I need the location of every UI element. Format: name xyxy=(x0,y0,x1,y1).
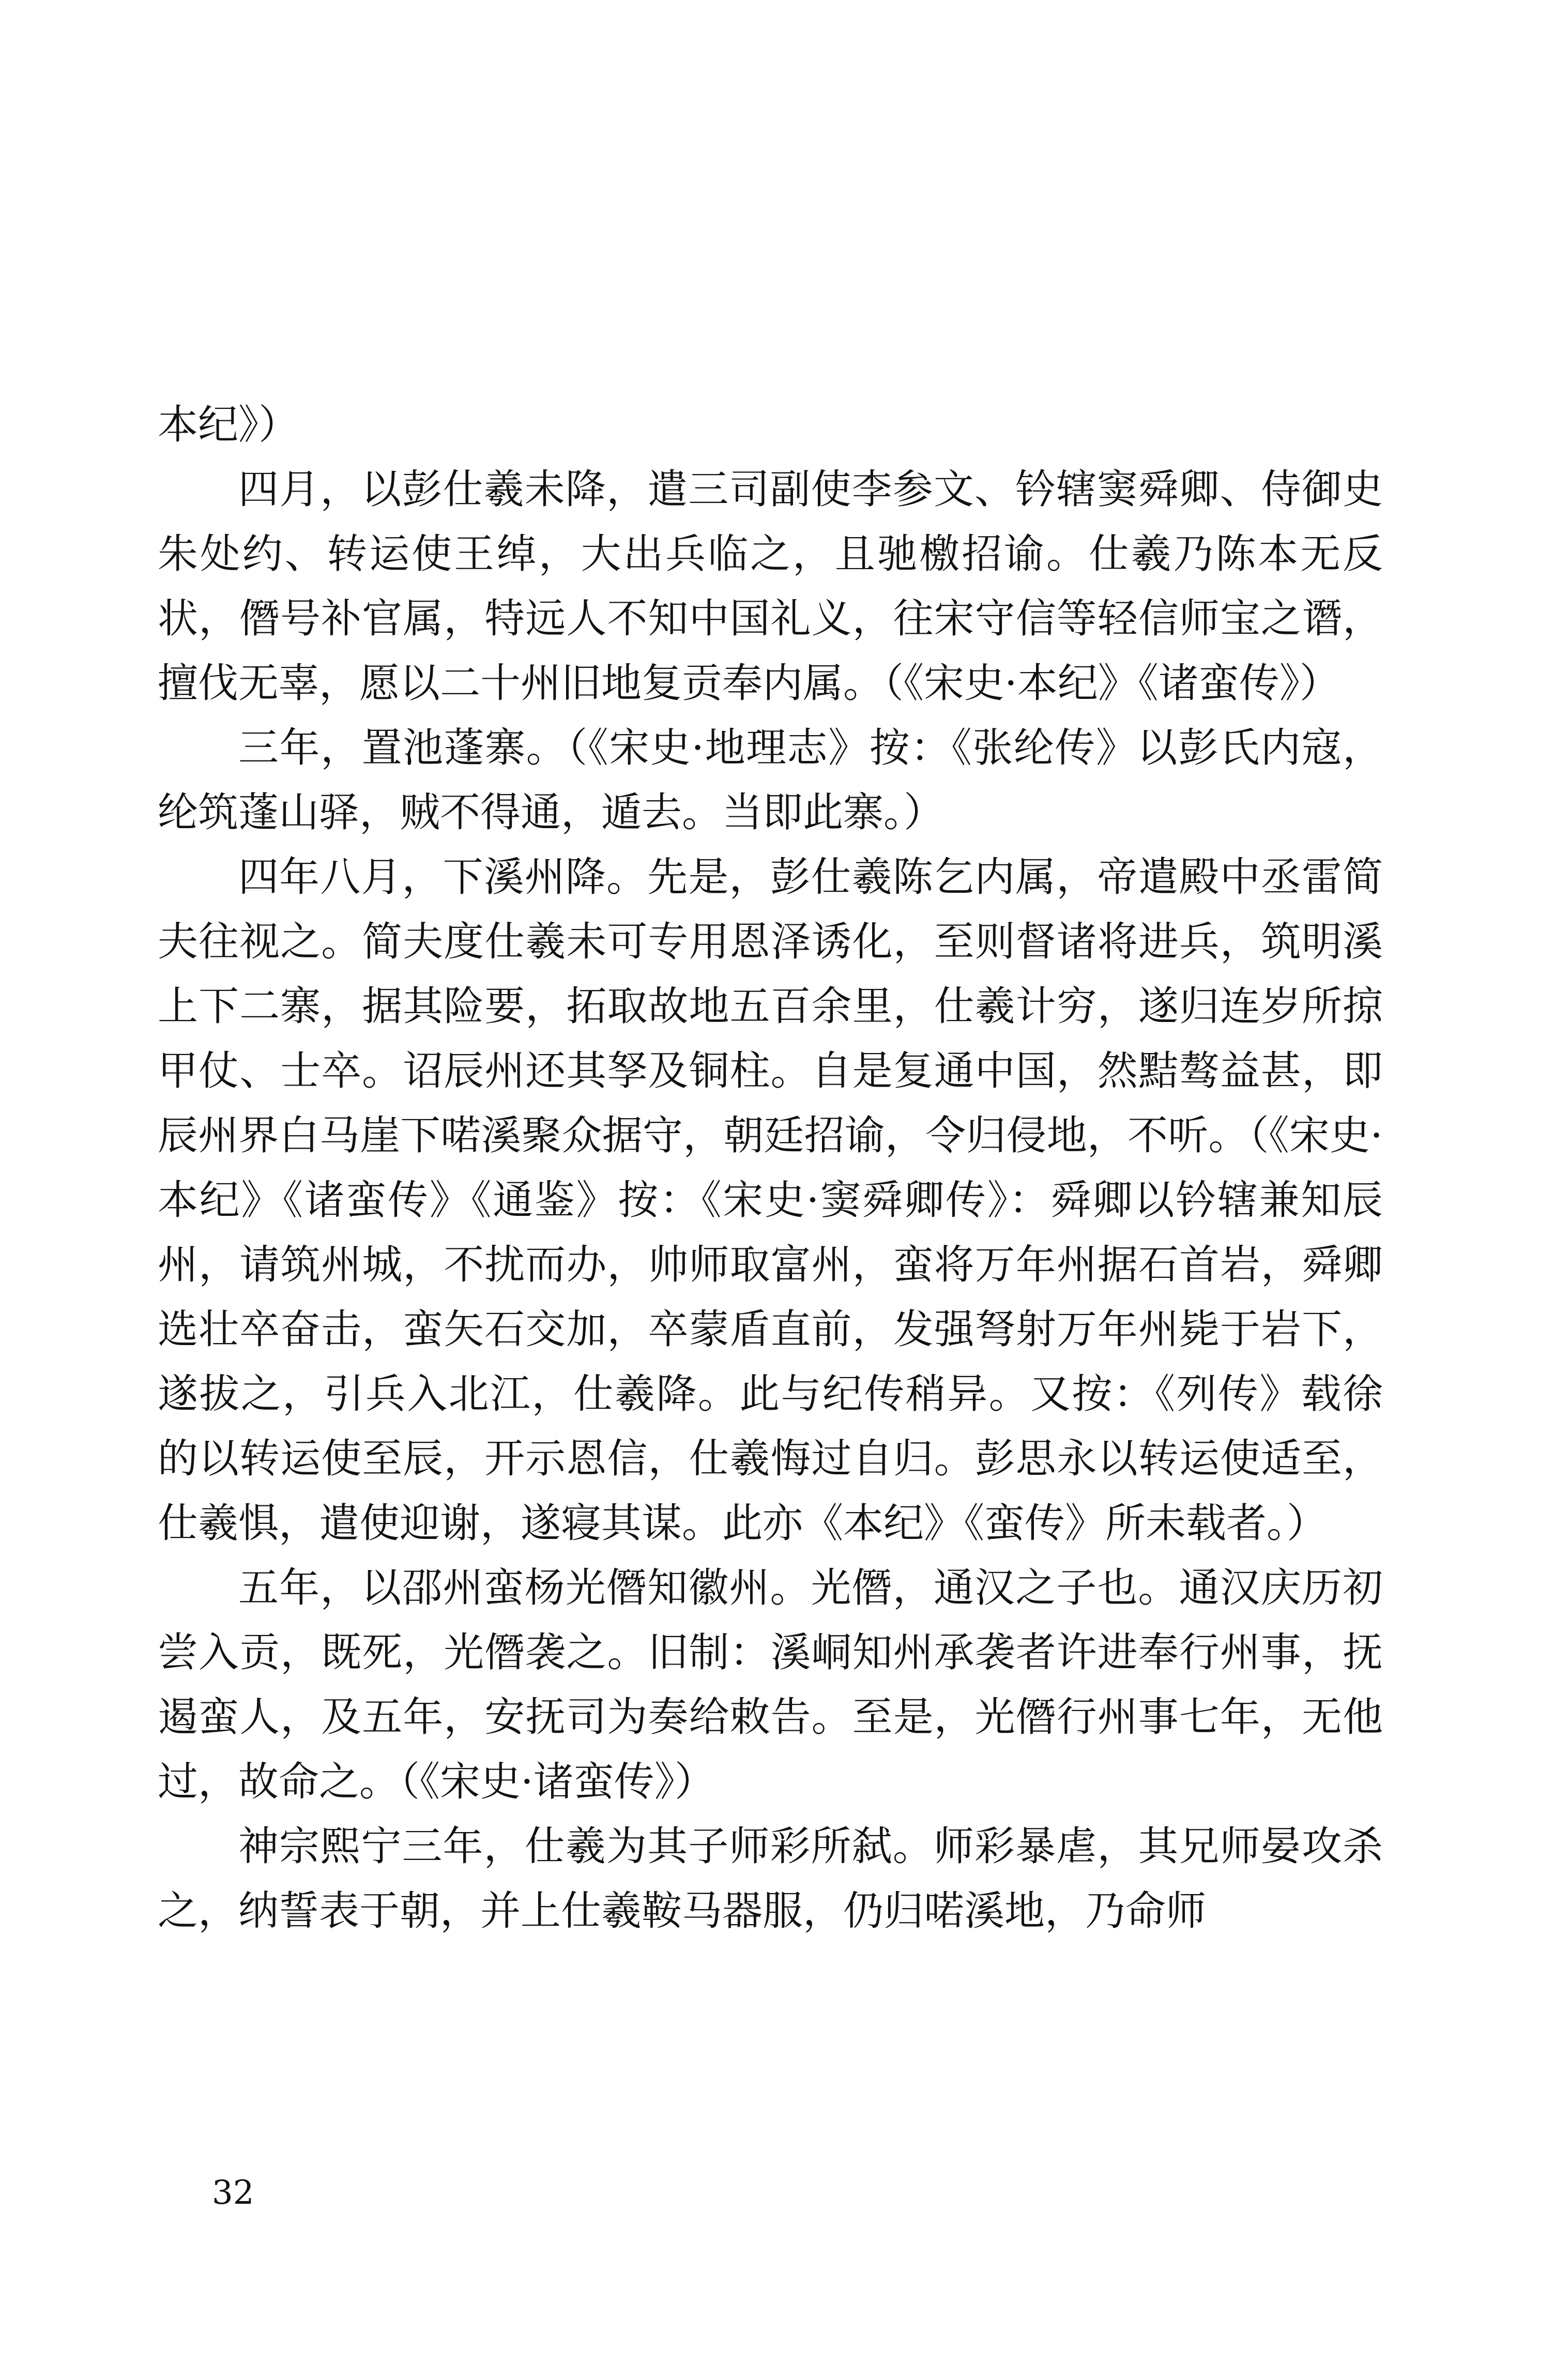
paragraph-4: 四年八月，下溪州降。先是，彭仕羲陈乞内属，帝遣殿中丞雷简夫往视之。简夫度仕羲未可专用恩泽诱化，至则督诸将进兵，筑明溪上下二寨，据其险要，拓取故地五百余里，仕羲计穷，遂归连岁所掠甲仗、士卒。诏辰州还其孥及铜柱。自是复通中国，然黠骜益甚，即辰州界白马崖下喏溪聚众据守，朝廷招谕，令归侵地，不听。（《宋史·本纪》《诸蛮传》《通鉴》按：《宋史·窦舜卿传》：舜卿以钤辖兼知辰州，请筑州城，不扰而办，帅师取富州，蛮将万年州据石首岩，舜卿选壮卒奋击，蛮矢石交加，卒蒙盾直前，发强弩射万年州毙于岩下，遂拔之，引兵入北江，仕羲降。此与纪传稍异。又按：《列传》载徐的以转运使至辰，开示恩信，仕羲悔过自归。彭思永以转运使适至，仕羲惧，遣使迎谢，遂寝其谋。此亦《本纪》《蛮传》所未载者。） xyxy=(158,854,1383,1547)
page-number: 32 xyxy=(212,2174,254,2212)
paragraph-6: 神宗熙宁三年，仕羲为其子师彩所弑。师彩暴虐，其兄师晏攻杀之，纳誓表于朝，并上仕羲鞍马器服，仍归喏溪地，乃命师 xyxy=(158,1823,1383,1934)
paragraph-2: 四月，以彭仕羲未降，遣三司副使李参文、钤辖窦舜卿、侍御史朱处约、转运使王绰，大出兵临之，且驰檄招谕。仕羲乃陈本无反状，僭号补官属，特远人不知中国礼义，往宋守信等轻信师宝之谮，擅伐无辜，愿以二十州旧地复贡奉内属。（《宋史·本纪》《诸蛮传》） xyxy=(158,466,1383,707)
paragraph-5: 五年，以邵州蛮杨光僭知徽州。光僭，通汉之子也。通汉庆历初尝入贡，既死，光僭袭之。旧制：溪峒知州承袭者许进奉行州事，抚遏蛮人，及五年，安抚司为奏给敕告。至是，光僭行州事七年，无他过，故命之。（《宋史·诸蛮传》） xyxy=(158,1565,1383,1805)
paragraph-1: 本纪》） xyxy=(158,402,299,448)
body-text xyxy=(158,393,1383,1944)
paragraph-3: 三年，置池蓬寨。（《宋史·地理志》按：《张纶传》以彭氏内寇，纶筑蓬山驿，贼不得通，遁去。当即此寨。） xyxy=(158,725,1383,836)
